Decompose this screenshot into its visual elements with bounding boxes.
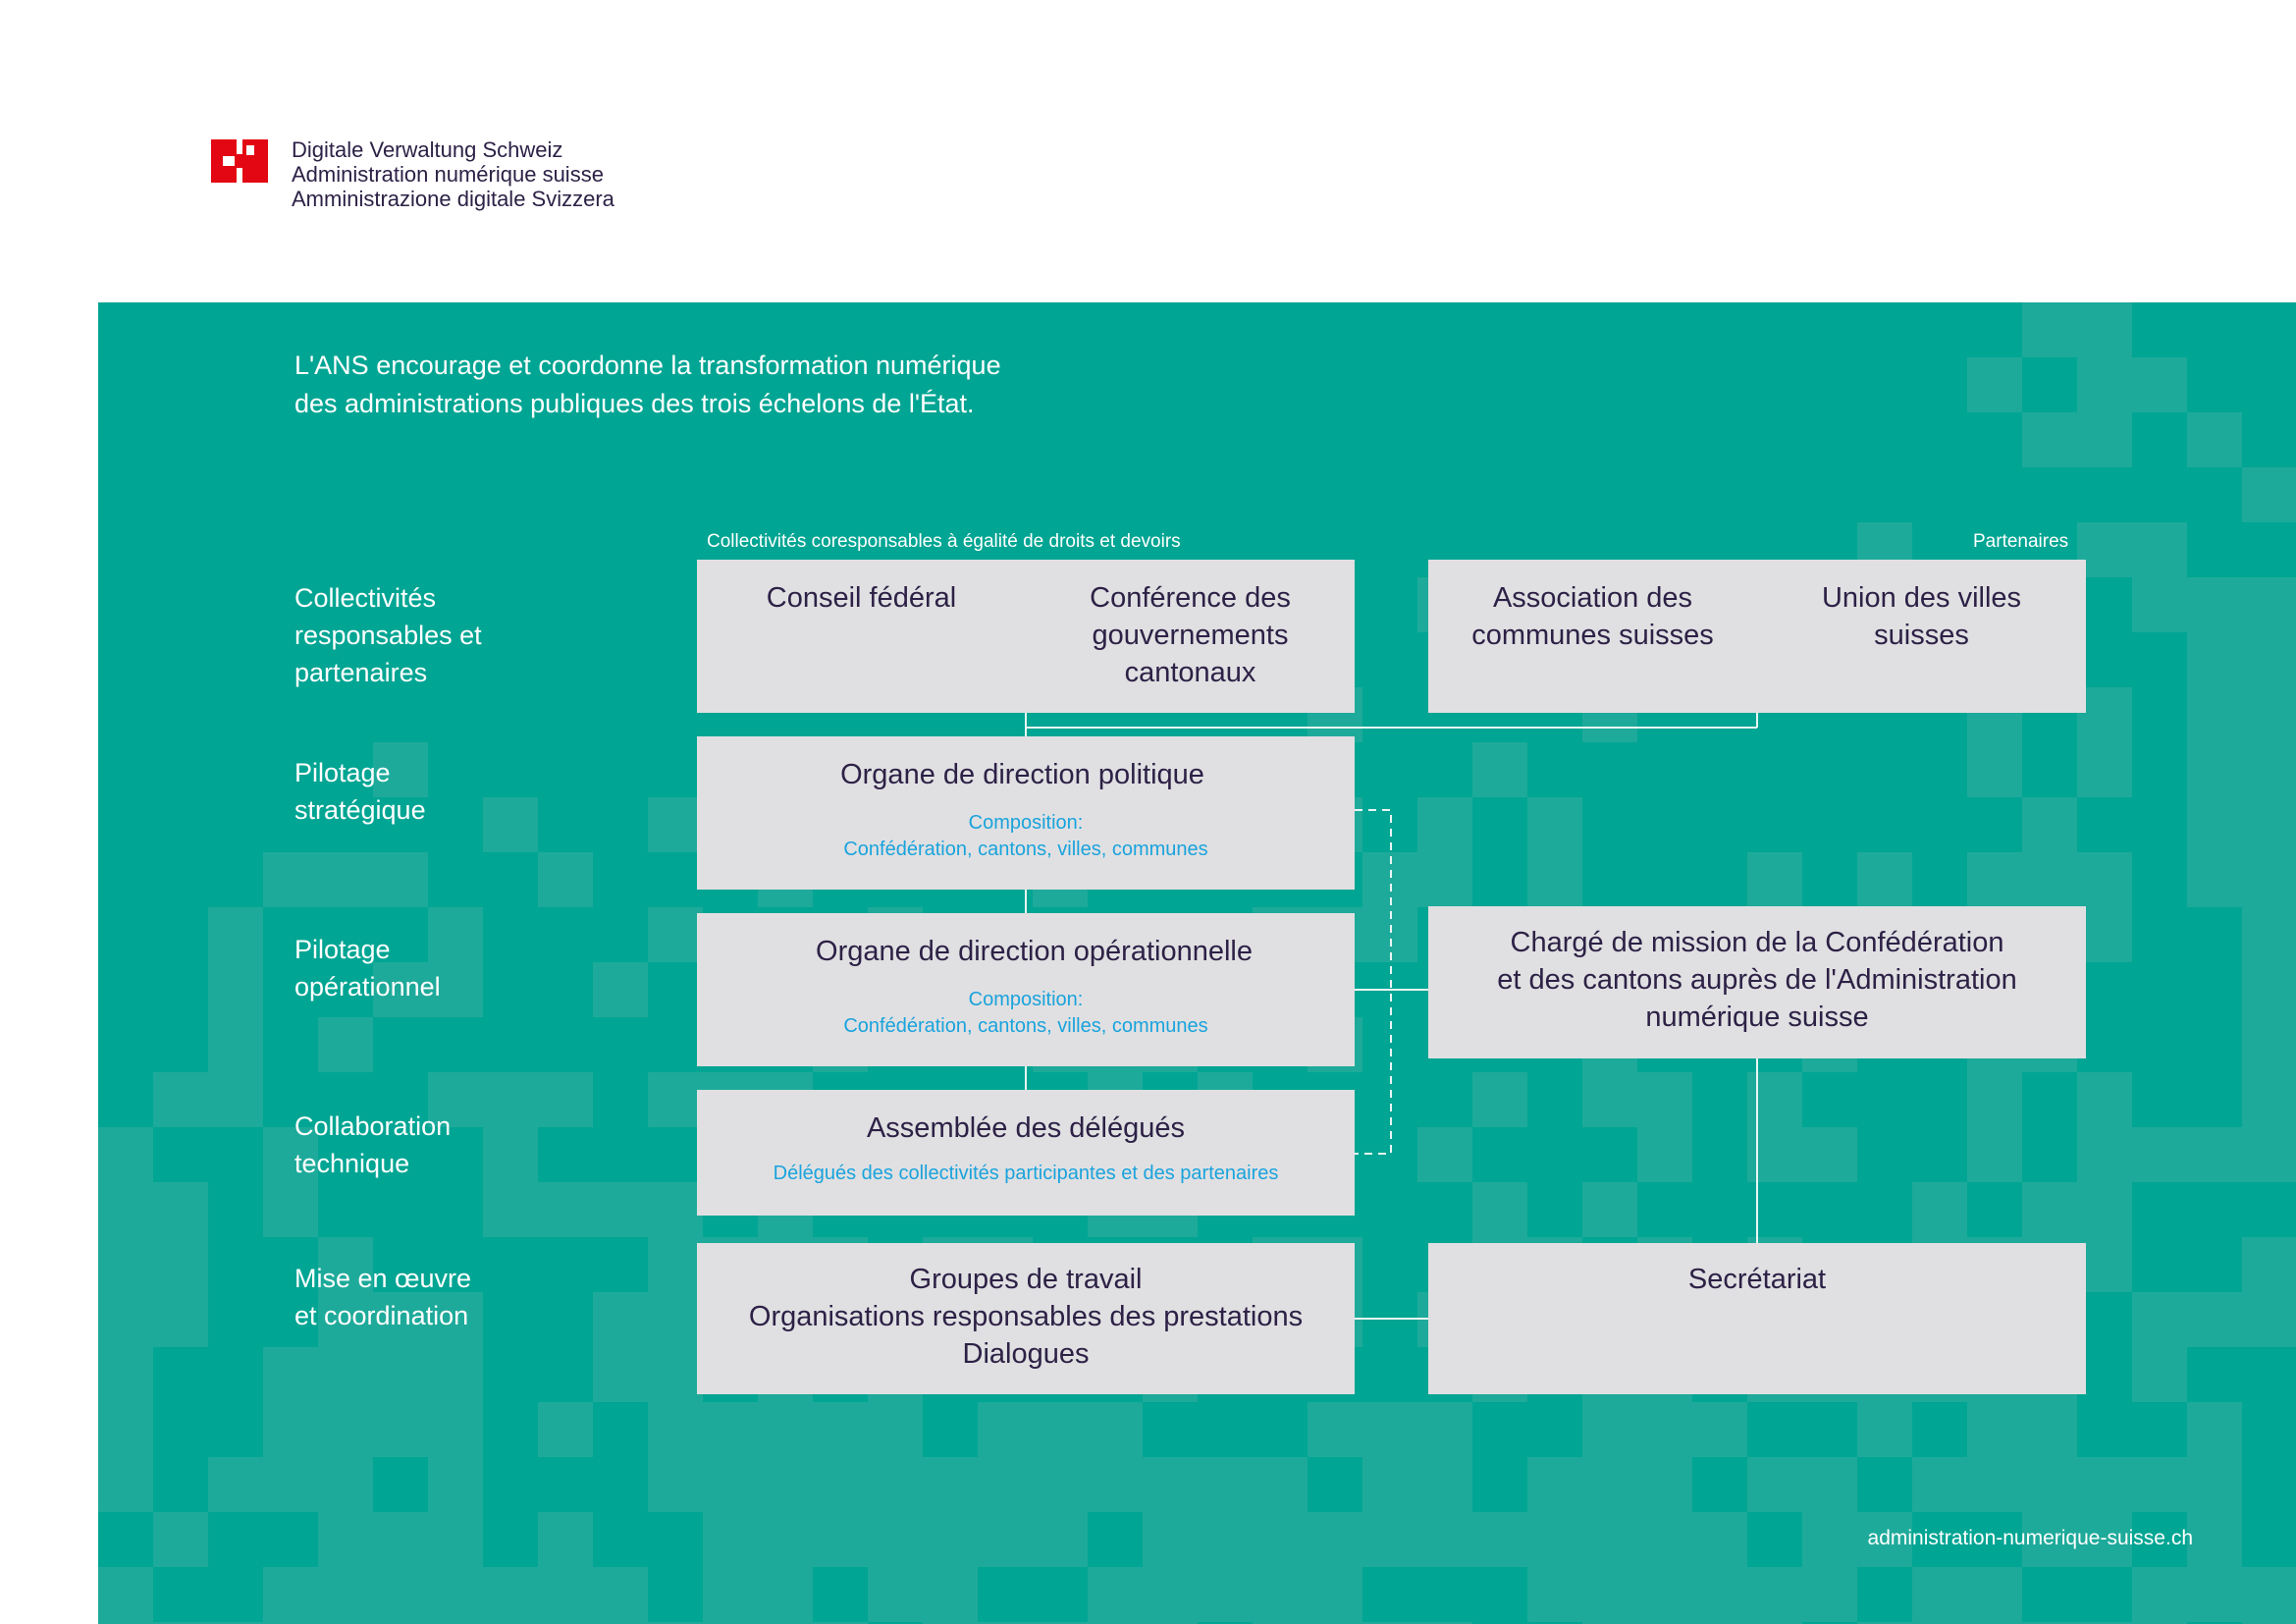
caption-corresponsables: Collectivités coresponsables à égalité de droits et devoirs xyxy=(707,531,1181,552)
odo-composition: Confédération, cantons, villes, communes xyxy=(843,1015,1208,1037)
box-organe-direction-operationnelle xyxy=(697,913,1355,1066)
logo-line-it: Amministrazione digitale Svizzera xyxy=(292,187,614,211)
odo-title: Organe de direction opérationnelle xyxy=(816,936,1253,967)
box-corresponsables xyxy=(697,560,1355,713)
intro-line-2: des administrations publiques des trois échelons de l'État. xyxy=(294,389,975,418)
charge-line-2: et des cantons auprès de l'Administration xyxy=(1497,964,2017,996)
odp-title: Organe de direction politique xyxy=(840,759,1204,790)
org-chart-panel xyxy=(98,302,2296,1624)
box-association-communes: Association des communes suisses xyxy=(1471,582,1714,651)
swiss-cross-logo-icon xyxy=(211,139,268,183)
caption-partenaires: Partenaires xyxy=(1973,531,2069,552)
row-label-pilotage-strategique: Pilotage stratégique xyxy=(294,758,426,825)
box-assemblee-delegues xyxy=(697,1090,1355,1216)
groupes-line-1: Groupes de travail xyxy=(909,1264,1143,1295)
logo xyxy=(211,137,898,226)
box-partenaires xyxy=(1428,560,2086,713)
groupes-line-3: Dialogues xyxy=(962,1338,1090,1370)
groupes-line-2: Organisations responsables des prestations xyxy=(748,1301,1304,1332)
row-label-collaboration-technique: Collaboration technique xyxy=(294,1111,452,1178)
box-groupes-de-travail xyxy=(697,1243,1355,1394)
box-union-villes: Union des villes suisses xyxy=(1821,582,2022,651)
charge-line-3: numérique suisse xyxy=(1645,1001,1869,1033)
row-label-pilotage-operationnel: Pilotage opérationnel xyxy=(294,935,441,1001)
box-conference-gouvernements-cantonaux: Conférence des gouvernements cantonaux xyxy=(1090,582,1291,688)
charge-line-1: Chargé de mission de la Confédération xyxy=(1510,927,2004,958)
odo-composition-label: Composition: xyxy=(968,989,1084,1010)
logo-line-fr: Administration numérique suisse xyxy=(292,162,604,187)
secretariat-title: Secrétariat xyxy=(1687,1264,1827,1295)
assemblee-title: Assemblée des délégués xyxy=(866,1112,1186,1144)
box-charge-de-mission xyxy=(1428,906,2086,1058)
website-url[interactable]: administration-numerique-suisse.ch xyxy=(1867,1527,2193,1549)
row-label-mise-en-oeuvre: Mise en œuvre et coordination xyxy=(294,1264,472,1330)
box-conseil-federal: Conseil fédéral xyxy=(766,582,957,614)
odp-composition: Confédération, cantons, villes, communes xyxy=(843,839,1208,860)
assemblee-sub: Délégués des collectivités participantes et des partenaires xyxy=(773,1163,1279,1184)
logo-line-de: Digitale Verwaltung Schweiz xyxy=(292,137,563,162)
intro-line-1: L'ANS encourage et coordonne la transformation numérique xyxy=(294,351,1001,380)
box-secretariat xyxy=(1428,1243,2086,1394)
box-organe-direction-politique xyxy=(697,736,1355,890)
row-label-collectivites: Collectivités responsables et partenaires xyxy=(294,583,482,687)
logo-wordmark xyxy=(292,137,614,211)
odp-composition-label: Composition: xyxy=(968,812,1084,834)
